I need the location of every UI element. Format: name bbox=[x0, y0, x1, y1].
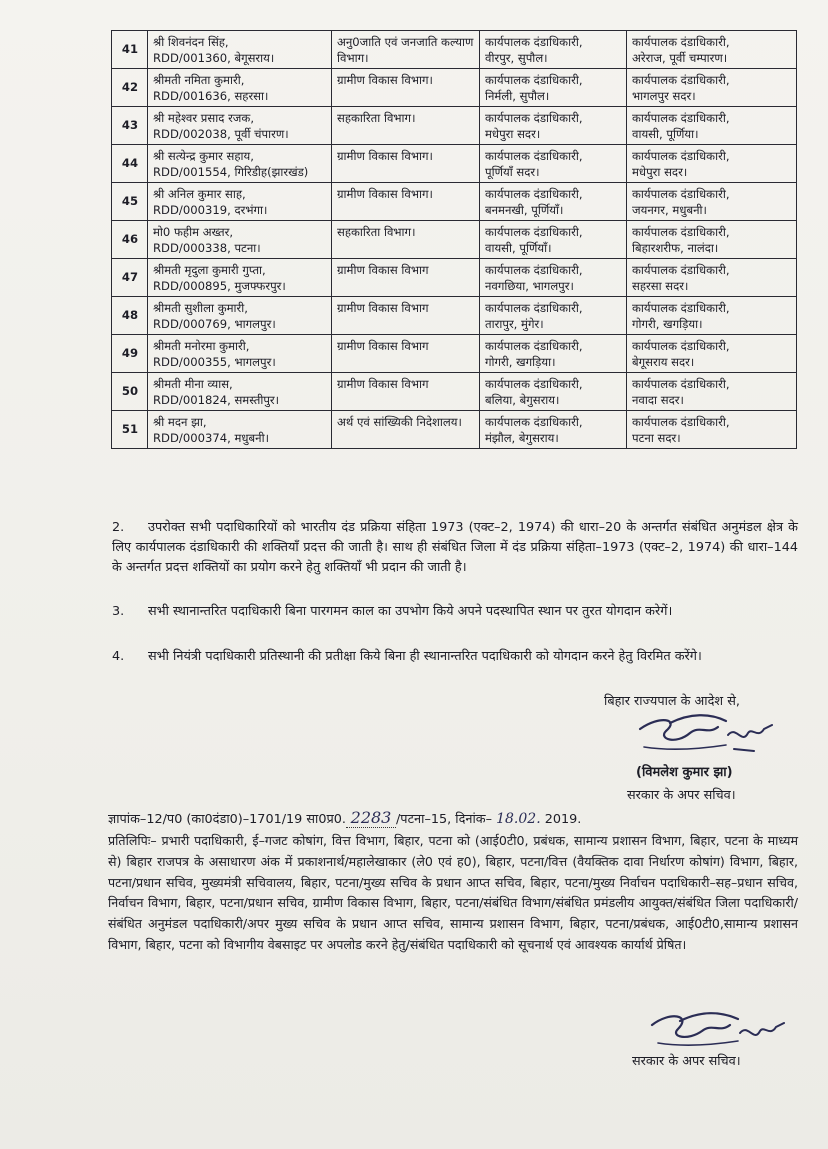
officer-cell bbox=[148, 221, 332, 259]
new-posting-title: कार्यपालक दंडाधिकारी, bbox=[632, 339, 730, 353]
serial-number-cell: 43 bbox=[112, 107, 148, 145]
table-row bbox=[112, 335, 797, 373]
officer-cell bbox=[148, 411, 332, 449]
new-posting-title: कार्यपालक दंडाधिकारी, bbox=[632, 301, 730, 315]
serial-number-cell: 49 bbox=[112, 335, 148, 373]
department-name: सहकारिता विभाग। bbox=[337, 225, 416, 239]
officer-name: श्री मदन झा, bbox=[153, 415, 207, 429]
transfer-table-body bbox=[112, 31, 797, 449]
department-cell bbox=[332, 31, 480, 69]
new-posting-cell bbox=[627, 183, 797, 221]
new-posting-place: वायसी, पूर्णिया। bbox=[632, 127, 699, 141]
officer-code: RDD/000769, भागलपुर। bbox=[153, 317, 276, 331]
table-row bbox=[112, 297, 797, 335]
department-name: ग्रामीण विकास विभाग। bbox=[337, 73, 433, 87]
officer-code: RDD/000355, भागलपुर। bbox=[153, 355, 276, 369]
department-name: ग्रामीण विकास विभाग bbox=[337, 339, 429, 353]
current-posting-title: कार्यपालक दंडाधिकारी, bbox=[485, 111, 583, 125]
current-posting-cell bbox=[480, 297, 627, 335]
transfer-table bbox=[111, 30, 797, 449]
new-posting-place: नवादा सदर। bbox=[632, 393, 684, 407]
department-name: ग्रामीण विकास विभाग bbox=[337, 301, 429, 315]
department-cell bbox=[332, 335, 480, 373]
new-posting-cell bbox=[627, 221, 797, 259]
officer-code: RDD/000319, दरभंगा। bbox=[153, 203, 268, 217]
new-posting-place: पटना सदर। bbox=[632, 431, 681, 445]
department-name: अनु0जाति एवं जनजाति कल्याण विभाग। bbox=[337, 35, 474, 65]
officer-code: RDD/001360, बेगूसराय। bbox=[153, 51, 275, 65]
department-cell bbox=[332, 297, 480, 335]
department-cell bbox=[332, 69, 480, 107]
current-posting-title: कार्यपालक दंडाधिकारी, bbox=[485, 149, 583, 163]
new-posting-title: कार्यपालक दंडाधिकारी, bbox=[632, 225, 730, 239]
current-posting-title: कार्यपालक दंडाधिकारी, bbox=[485, 377, 583, 391]
current-posting-place: बनमनखी, पूर्णियाँ। bbox=[485, 203, 564, 217]
paragraph-number: 4. bbox=[112, 649, 125, 664]
new-posting-cell bbox=[627, 297, 797, 335]
serial-number-cell: 50 bbox=[112, 373, 148, 411]
current-posting-cell bbox=[480, 69, 627, 107]
current-posting-title: कार्यपालक दंडाधिकारी, bbox=[485, 339, 583, 353]
officer-code: RDD/001824, समस्तीपुर। bbox=[153, 393, 280, 407]
current-posting-title: कार्यपालक दंडाधिकारी, bbox=[485, 35, 583, 49]
current-posting-place: बलिया, बेगुसराय। bbox=[485, 393, 560, 407]
new-posting-title: कार्यपालक दंडाधिकारी, bbox=[632, 415, 730, 429]
current-posting-cell bbox=[480, 221, 627, 259]
new-posting-place: जयनगर, मधुबनी। bbox=[632, 203, 707, 217]
paragraph-2 bbox=[112, 518, 798, 578]
new-posting-cell bbox=[627, 145, 797, 183]
department-cell bbox=[332, 373, 480, 411]
current-posting-cell bbox=[480, 145, 627, 183]
table-row bbox=[112, 183, 797, 221]
current-posting-title: कार्यपालक दंडाधिकारी, bbox=[485, 263, 583, 277]
order-by-line: बिहार राज्यपाल के आदेश से, bbox=[604, 694, 740, 709]
signer-name: (विमलेश कुमार झा) bbox=[636, 765, 733, 780]
current-posting-title: कार्यपालक दंडाधिकारी, bbox=[485, 301, 583, 315]
new-posting-place: सहरसा सदर। bbox=[632, 279, 689, 293]
officer-name: श्रीमती सुशीला कुमारी, bbox=[153, 301, 248, 315]
current-posting-place: मंझौल, बेगुसराय। bbox=[485, 431, 559, 445]
current-posting-cell bbox=[480, 259, 627, 297]
officer-code: RDD/001554, गिरिडीह(झारखंड) bbox=[153, 165, 309, 179]
department-cell bbox=[332, 411, 480, 449]
officer-cell bbox=[148, 335, 332, 373]
new-posting-cell bbox=[627, 259, 797, 297]
officer-name: श्री महेश्वर प्रसाद रजक, bbox=[153, 111, 254, 125]
serial-number-cell: 44 bbox=[112, 145, 148, 183]
serial-number-cell: 51 bbox=[112, 411, 148, 449]
table-row bbox=[112, 145, 797, 183]
signature-image bbox=[630, 705, 780, 767]
new-posting-title: कार्यपालक दंडाधिकारी, bbox=[632, 187, 730, 201]
department-cell bbox=[332, 221, 480, 259]
new-posting-place: गोगरी, खगड़िया। bbox=[632, 317, 703, 331]
officer-name: श्री सत्येन्द्र कुमार सहाय, bbox=[153, 149, 254, 163]
officer-cell bbox=[148, 373, 332, 411]
current-posting-place: नवगछिया, भागलपुर। bbox=[485, 279, 574, 293]
officer-code: RDD/002038, पूर्वी चंपारण। bbox=[153, 127, 289, 141]
new-posting-place: बिहारशरीफ, नालंदा। bbox=[632, 241, 719, 255]
new-posting-title: कार्यपालक दंडाधिकारी, bbox=[632, 111, 730, 125]
memo-year: 2019. bbox=[544, 812, 582, 827]
department-name: ग्रामीण विकास विभाग। bbox=[337, 187, 433, 201]
new-posting-place: अरेराज, पूर्वी चम्पारण। bbox=[632, 51, 728, 65]
department-cell bbox=[332, 107, 480, 145]
memo-middle: /पटना–15, दिनांक– bbox=[396, 812, 493, 827]
current-posting-title: कार्यपालक दंडाधिकारी, bbox=[485, 73, 583, 87]
memo-number: 2283 bbox=[346, 808, 396, 828]
table-row bbox=[112, 31, 797, 69]
officer-code: RDD/000895, मुजफ्फरपुर। bbox=[153, 279, 286, 293]
table-row bbox=[112, 69, 797, 107]
paragraph-number: 3. bbox=[112, 604, 125, 619]
officer-code: RDD/001636, सहरसा। bbox=[153, 89, 269, 103]
serial-number-cell: 48 bbox=[112, 297, 148, 335]
officer-cell bbox=[148, 297, 332, 335]
serial-number-cell: 46 bbox=[112, 221, 148, 259]
current-posting-title: कार्यपालक दंडाधिकारी, bbox=[485, 187, 583, 201]
new-posting-place: मधेपुरा सदर। bbox=[632, 165, 688, 179]
officer-name: श्रीमती नमिता कुमारी, bbox=[153, 73, 245, 87]
table-row bbox=[112, 373, 797, 411]
current-posting-title: कार्यपालक दंडाधिकारी, bbox=[485, 225, 583, 239]
paragraph-4 bbox=[112, 647, 798, 667]
serial-number-cell: 47 bbox=[112, 259, 148, 297]
copy-to-paragraph: प्रतिलिपिः– प्रभारी पदाधिकारी, ई–गजट कोषांग, वित्त विभाग, बिहार, पटना को (आई0टी0, प्रबंधक, सामान्य प्रशासन विभाग, बिहार, पटना के माध्यम से) बिहार राजपत्र के असाधारण अंक में प्रकाशनार्थ/महालेखाकार (ले0 एवं ह0), बिहार, पटना/वित्त (वैयक्तिक दावा निर्धारण कोषांग) विभाग, बिहार, पटना/प्रधान सचिव, मुख्यमंत्री सचिवालय, बिहार, पटना/मुख्य सचिव के प्रधान आप्त सचिव, बिहार, पटना/मुख्य निर्वाचन पदाधिकारी–सह–प्रधान सचिव, निर्वाचन विभाग, बिहार, पटना/प्रधान सचिव, ग्रामीण विकास विभाग, बिहार, पटना/संबंधित विभाग/संबंधित प्रमंडलीय आयुक्त/संबंधित जिला पदाधिकारी/संबंधित अनुमंडल पदाधिकारी/अपर मुख्य सचिव के प्रधान आप्त सचिव, सामान्य प्रशासन विभाग, बिहार, पटना/प्रबंधक, आई0टी0,सामान्य प्रशासन विभाग, बिहार, पटना को विभागीय वेबसाइट पर अपलोड करने हेतु/संबंधित पदाधिकारी को सूचनार्थ एवं आवश्यक कार्यार्थ प्रेषित। bbox=[108, 833, 798, 952]
officer-name: श्रीमती मृदुला कुमारी गुप्ता, bbox=[153, 263, 266, 277]
current-posting-place: तारापुर, मुंगेर। bbox=[485, 317, 544, 331]
signer-designation: सरकार के अपर सचिव। bbox=[627, 788, 736, 803]
new-posting-title: कार्यपालक दंडाधिकारी, bbox=[632, 73, 730, 87]
new-posting-place: बेगूसराय सदर। bbox=[632, 355, 695, 369]
officer-cell bbox=[148, 145, 332, 183]
current-posting-place: गोगरी, खगड़िया। bbox=[485, 355, 556, 369]
table-row bbox=[112, 221, 797, 259]
current-posting-cell bbox=[480, 373, 627, 411]
paragraph-text: उपरोक्त सभी पदाधिकारियों को भारतीय दंड प्रक्रिया संहिता 1973 (एक्ट–2, 1974) की धारा–20 के अन्तर्गत संबंधित अनुमंडल क्षेत्र के लिए कार्यपालक दंडाधिकारी की शक्तियाँ प्रदत्त की जाती है। साथ ही संबंधित जिला में दंड प्रक्रिया संहिता–1973 (एक्ट–2, 1974) की धारा–144 के अन्तर्गत प्रदत्त शक्तियों का प्रयोग करने हेतु शक्तियाँ भी प्रदान की जाती है। bbox=[112, 520, 798, 575]
department-name: ग्रामीण विकास विभाग bbox=[337, 377, 429, 391]
current-posting-cell bbox=[480, 335, 627, 373]
memo-prefix: ज्ञापांक–12/प0 (का0दंडा0)–1701/19 सा0प्र0. bbox=[108, 812, 346, 827]
current-posting-place: पूर्णियाँ सदर। bbox=[485, 165, 540, 179]
footer-designation: सरकार के अपर सचिव। bbox=[632, 1054, 741, 1069]
current-posting-cell bbox=[480, 411, 627, 449]
paragraph-text: सभी स्थानान्तरित पदाधिकारी बिना पारगमन काल का उपभोग किये अपने पदस्थापित स्थान पर तुरत योगदान करेगें। bbox=[148, 604, 673, 619]
new-posting-title: कार्यपालक दंडाधिकारी, bbox=[632, 263, 730, 277]
department-name: ग्रामीण विकास विभाग। bbox=[337, 149, 433, 163]
serial-number-cell: 41 bbox=[112, 31, 148, 69]
memo-line bbox=[108, 808, 798, 828]
department-cell bbox=[332, 145, 480, 183]
officer-name: मो0 फहीम अख्तर, bbox=[153, 225, 234, 239]
department-name: अर्थ एवं सांख्यिकी निदेशालय। bbox=[337, 415, 462, 429]
new-posting-cell bbox=[627, 69, 797, 107]
paragraph-3 bbox=[112, 602, 798, 622]
new-posting-cell bbox=[627, 411, 797, 449]
paragraph-number: 2. bbox=[112, 520, 125, 535]
serial-number-cell: 42 bbox=[112, 69, 148, 107]
department-name: ग्रामीण विकास विभाग bbox=[337, 263, 429, 277]
new-posting-title: कार्यपालक दंडाधिकारी, bbox=[632, 35, 730, 49]
current-posting-cell bbox=[480, 107, 627, 145]
current-posting-place: वायसी, पूर्णियाँ। bbox=[485, 241, 552, 255]
officer-cell bbox=[148, 107, 332, 145]
new-posting-cell bbox=[627, 31, 797, 69]
officer-name: श्री अनिल कुमार साह, bbox=[153, 187, 246, 201]
officer-code: RDD/000338, पटना। bbox=[153, 241, 261, 255]
current-posting-cell bbox=[480, 183, 627, 221]
table-row bbox=[112, 411, 797, 449]
new-posting-cell bbox=[627, 373, 797, 411]
memo-date: 18.02. bbox=[496, 811, 541, 827]
new-posting-cell bbox=[627, 335, 797, 373]
table-row bbox=[112, 107, 797, 145]
new-posting-cell bbox=[627, 107, 797, 145]
serial-number-cell: 45 bbox=[112, 183, 148, 221]
new-posting-title: कार्यपालक दंडाधिकारी, bbox=[632, 149, 730, 163]
officer-name: श्री शिवनंदन सिंह, bbox=[153, 35, 229, 49]
officer-cell bbox=[148, 31, 332, 69]
officer-code: RDD/000374, मधुबनी। bbox=[153, 431, 269, 445]
officer-cell bbox=[148, 259, 332, 297]
current-posting-title: कार्यपालक दंडाधिकारी, bbox=[485, 415, 583, 429]
current-posting-place: निर्मली, सुपौल। bbox=[485, 89, 550, 103]
officer-cell bbox=[148, 183, 332, 221]
current-posting-place: मधेपुरा सदर। bbox=[485, 127, 541, 141]
paragraph-text: सभी नियंत्री पदाधिकारी प्रतिस्थानी की प्रतीक्षा किये बिना ही स्थानान्तरित पदाधिकारी को योगदान करने हेतु विरमित करेंगे। bbox=[148, 649, 702, 664]
department-name: सहकारिता विभाग। bbox=[337, 111, 416, 125]
new-posting-title: कार्यपालक दंडाधिकारी, bbox=[632, 377, 730, 391]
new-posting-place: भागलपुर सदर। bbox=[632, 89, 696, 103]
department-cell bbox=[332, 259, 480, 297]
table-row bbox=[112, 259, 797, 297]
department-cell bbox=[332, 183, 480, 221]
current-posting-cell bbox=[480, 31, 627, 69]
officer-cell bbox=[148, 69, 332, 107]
current-posting-place: वीरपुर, सुपौल। bbox=[485, 51, 548, 65]
officer-name: श्रीमती मनोरमा कुमारी, bbox=[153, 339, 250, 353]
officer-name: श्रीमती मीना व्यास, bbox=[153, 377, 233, 391]
